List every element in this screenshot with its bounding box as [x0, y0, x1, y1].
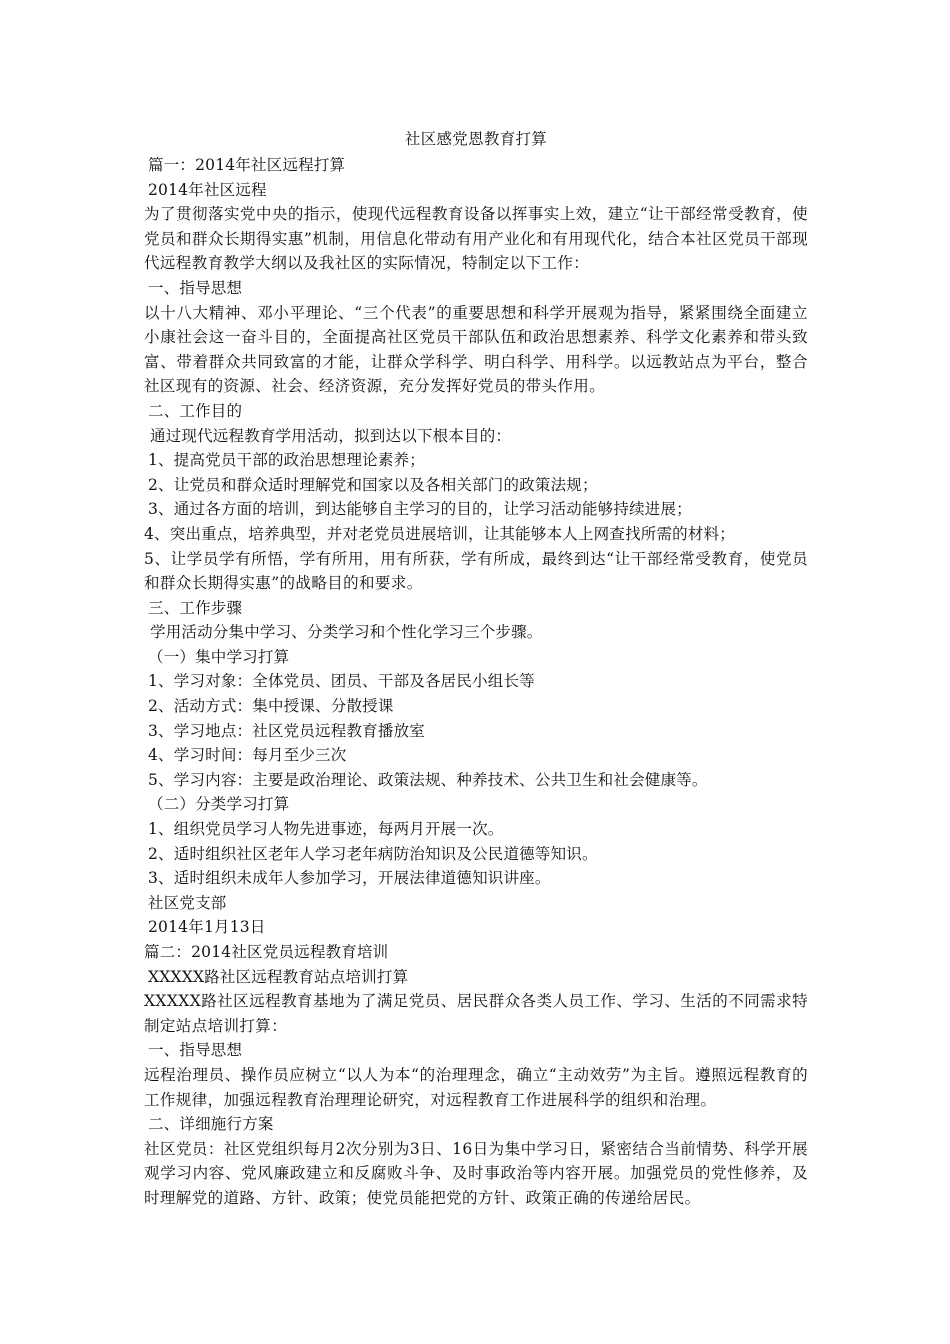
body-paragraph: 为了贯彻落实党中央的指示，使现代远程教育设备以挥事实上效，建立“让干部经常受教育，使党员和群众长期得实惠”机制，用信息化带动有用产业化和有用现代化，结合本社区党员干部现代远程教育教学大纲以及我社区的实际情况，特制定以下工作： [144, 205, 808, 273]
body-line: 2014年社区远程 [148, 180, 267, 199]
body-line: 5、学习内容：主要是政治理论、政策法规、种养技术、公共卫生和社会健康等。 [148, 770, 708, 789]
body-line: 篇二：2014社区党员远程教育培训 [144, 943, 389, 961]
document-title: 社区感党恩教育打算 [404, 130, 548, 148]
body-line: 3、适时组织未成年人参加学习，开展法律道德知识讲座。 [148, 869, 551, 888]
document-page [144, 128, 808, 1211]
body-line: 二、工作目的 [148, 401, 243, 420]
body-line: （二）分类学习打算 [148, 795, 290, 814]
body-line: 社区党支部 [148, 893, 227, 912]
document-body [144, 153, 808, 1211]
body-line: 三、工作步骤 [148, 598, 243, 617]
body-paragraph: 远程治理员、操作员应树立“以人为本“的治理理念，确立“主动效劳”为主旨。遵照远程教育的工作规律，加强远程教育治理理论研究，对远程教育工作进展科学的组织和治理。 [144, 1065, 808, 1109]
body-line: 4、突出重点，培养典型，并对老党员进展培训，让其能够本人上网查找所需的材料； [144, 524, 735, 543]
body-line: 一、指导思想 [148, 1041, 243, 1060]
body-line: 3、通过各方面的培训，到达能够自主学习的目的，让学习活动能够持续进展； [148, 500, 692, 519]
body-paragraph: XXXXX路社区远程教育基地为了满足党员、居民群众各类人员工作、学习、生活的不同需求特制定站点培训打算： [144, 992, 808, 1035]
body-line: 1、学习对象：全体党员、团员、干部及各居民小组长等 [148, 672, 535, 691]
body-line: 学用活动分集中学习、分类学习和个性化学习三个步骤。 [150, 623, 543, 642]
body-line: （一）集中学习打算 [148, 647, 290, 666]
body-paragraph: 5、让学员学有所悟，学有所用，用有所获，学有所成，最终到达“让干部经常受教育，使党员和群众长期得实惠”的战略目的和要求。 [144, 549, 808, 593]
body-line: 3、学习地点：社区党员远程教育播放室 [148, 721, 425, 740]
body-line: 一、指导思想 [148, 278, 243, 297]
body-paragraph: 以十八大精神、邓小平理论、“三个代表”的重要思想和科学开展观为指导，紧紧围绕全面建立小康社会这一奋斗目的，全面提高社区党员干部队伍和政治思想素养、科学文化素养和带头致富、带着群众共同致富的才能，让群众学科学、明白科学、用科学。以远教站点为平台，整合社区现有的资源、社会、经济资源，充分发挥好党员的带头作用。 [144, 303, 808, 396]
body-line: 4、学习时间：每月至少三次 [148, 746, 347, 765]
body-line: 2、让党员和群众适时理解党和国家以及各相关部门的政策法规； [148, 475, 598, 494]
body-line: 通过现代远程教育学用活动，拟到达以下根本目的： [150, 426, 512, 445]
body-line: 2014年1月13日 [148, 918, 266, 937]
body-line: 2、适时组织社区老年人学习老年病防治知识及公民道德等知识。 [148, 844, 598, 863]
body-line: 二、详细施行方案 [148, 1115, 274, 1134]
body-paragraph: 社区党员：社区党组织每月2次分别为3日、16日为集中学习日，紧密结合当前情势、科学开展观学习内容、党风廉政建立和反腐败斗争、及时事政治等内容开展。加强党员的党性修养，及时理解党的道路、方针、政策；使党员能把党的方针、政策正确的传递给居民。 [144, 1139, 808, 1207]
body-line: 2、活动方式：集中授课、分散授课 [148, 697, 394, 716]
body-line: XXXXX路社区远程教育站点培训打算 [148, 967, 409, 986]
body-line: 1、提高党员干部的政治思想理论素养； [148, 451, 425, 470]
body-line: 1、组织党员学习人物先进事迹，每两月开展一次。 [148, 820, 504, 839]
body-line: 篇一：2014年社区远程打算 [148, 156, 346, 174]
